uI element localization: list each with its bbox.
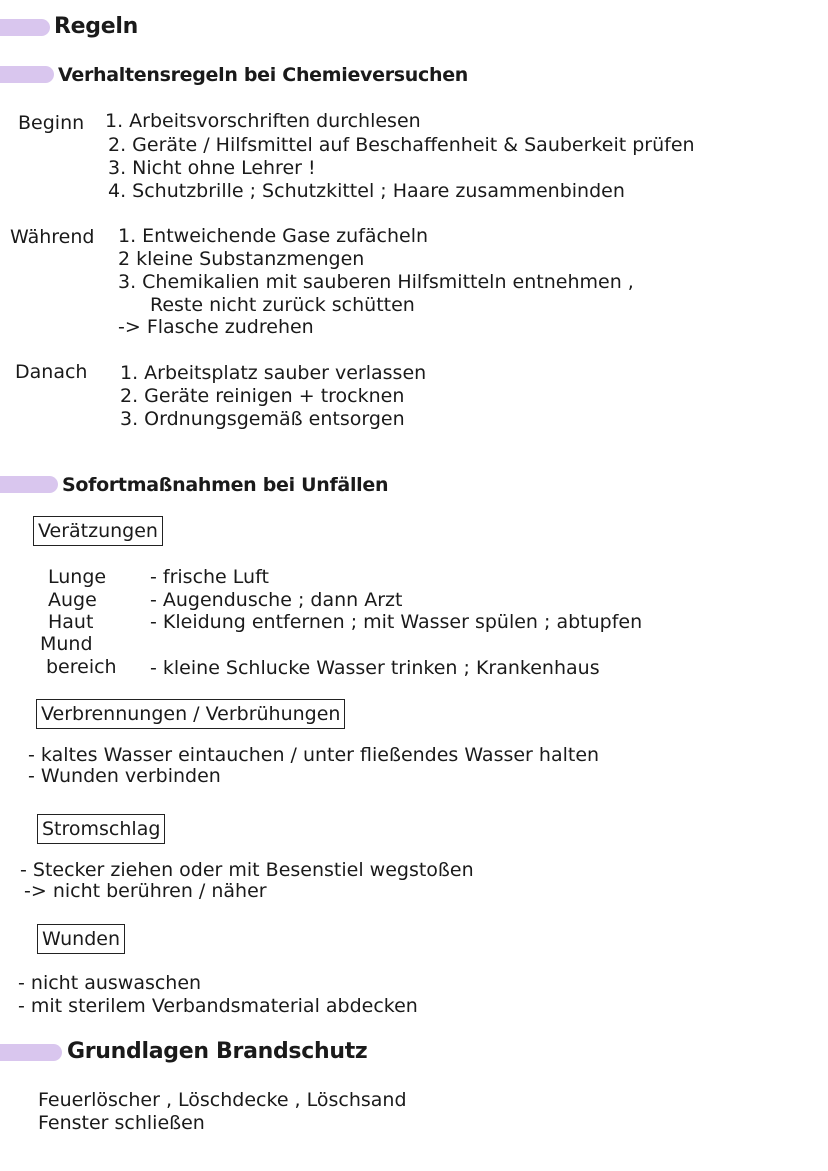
list-item: 1. Entweichende Gase zufächeln (118, 225, 429, 247)
highlight-marker (0, 1044, 62, 1061)
measure-text: - frische Luft (150, 566, 269, 588)
box-wunden: Wunden (37, 924, 125, 954)
box-veraetzungen: Verätzungen (33, 516, 163, 546)
list-item: - kaltes Wasser eintauchen / unter fließendes Wasser halten (28, 744, 600, 766)
list-item: Fenster schließen (38, 1112, 205, 1134)
list-item: 3. Ordnungsgemäß entsorgen (120, 408, 405, 430)
list-item: 3. Nicht ohne Lehrer ! (108, 157, 316, 179)
list-item: - nicht auswaschen (18, 972, 202, 994)
list-item: -> nicht berühren / näher (24, 880, 267, 902)
body-part-label: Lunge (48, 566, 107, 588)
box-stromschlag: Stromschlag (37, 814, 165, 844)
list-item: 4. Schutzbrille ; Schutzkittel ; Haare zusammenbinden (108, 180, 625, 202)
body-part-label: Auge (48, 589, 97, 611)
list-item: 3. Chemikalien mit sauberen Hilfsmitteln entnehmen , (118, 271, 634, 293)
measure-text: - Kleidung entfernen ; mit Wasser spülen ; abtupfen (150, 611, 643, 633)
list-item: 2. Geräte / Hilfsmittel auf Beschaffenheit & Sauberkeit prüfen (108, 134, 695, 156)
highlight-marker (0, 19, 50, 36)
heading-sofortmassnahmen: Sofortmaßnahmen bei Unfällen (62, 474, 389, 496)
list-item: 1. Arbeitsplatz sauber verlassen (120, 362, 427, 384)
measure-text: - Augendusche ; dann Arzt (150, 589, 403, 611)
list-item: - mit sterilem Verbandsmaterial abdecken (18, 995, 418, 1017)
list-item: 1. Arbeitsvorschriften durchlesen (105, 110, 421, 132)
heading-brandschutz: Grundlagen Brandschutz (67, 1039, 368, 1064)
list-item: Feuerlöscher , Löschdecke , Löschsand (38, 1089, 407, 1111)
heading-verhaltensregeln: Verhaltensregeln bei Chemieversuchen (58, 64, 469, 86)
list-item: 2. Geräte reinigen + trocknen (120, 385, 405, 407)
highlight-marker (0, 66, 54, 83)
list-item: Reste nicht zurück schütten (150, 294, 415, 316)
heading-regeln: Regeln (54, 14, 138, 39)
list-item: -> Flasche zudrehen (118, 316, 314, 338)
box-verbrennungen: Verbrennungen / Verbrühungen (36, 699, 345, 729)
list-item: - Wunden verbinden (28, 765, 221, 787)
body-part-label: Mund (40, 633, 93, 655)
highlight-marker (0, 476, 58, 493)
body-part-label: Haut (48, 611, 94, 633)
label-waehrend: Während (10, 226, 95, 248)
label-danach: Danach (15, 361, 88, 383)
measure-text: - kleine Schlucke Wasser trinken ; Krankenhaus (150, 657, 600, 679)
body-part-label: bereich (46, 656, 117, 678)
list-item: - Stecker ziehen oder mit Besenstiel wegstoßen (20, 859, 474, 881)
label-beginn: Beginn (18, 112, 85, 134)
list-item: 2 kleine Substanzmengen (118, 248, 365, 270)
